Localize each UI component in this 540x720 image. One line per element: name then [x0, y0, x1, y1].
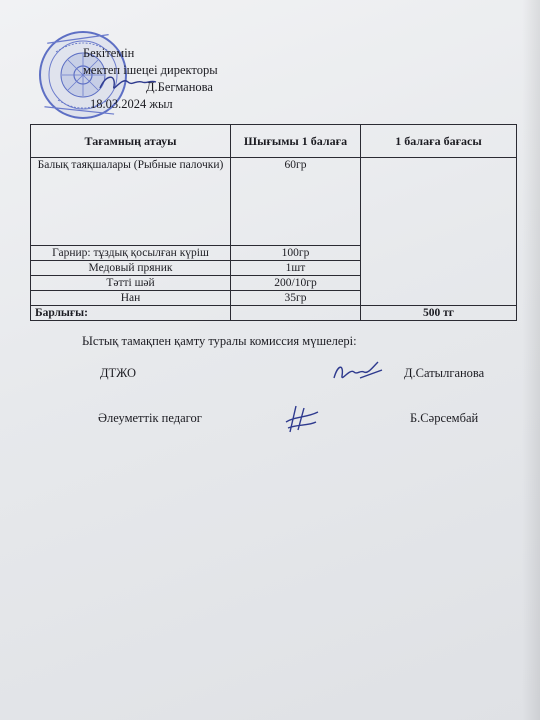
member-name: Б.Сәрсембай [410, 411, 479, 425]
dish-name: Медовый пряник [31, 261, 231, 276]
total-empty-cell [231, 306, 361, 321]
dish-portion: 200/10гр [231, 276, 361, 291]
price-cell [361, 158, 517, 306]
header-price: 1 балаға бағасы [361, 125, 517, 158]
member-name: Д.Сатылганова [404, 366, 485, 380]
approval-director-name: Д.Бегманова [146, 80, 213, 94]
dish-name: Тәтті шәй [31, 276, 231, 291]
member-role: Әлеуметтік педагог [98, 411, 202, 425]
member-role: ДТЖО [100, 366, 137, 380]
dish-name: Гарнир: тұздық қосылған күріш [31, 246, 231, 261]
commission-title: Ыстық тамақпен қамту туралы комиссия мүшелері: [82, 334, 357, 348]
member-signature [330, 358, 386, 386]
total-label: Барлығы: [31, 306, 231, 321]
header-dish-name: Тағамның атауы [31, 125, 231, 158]
dish-portion: 1шт [231, 261, 361, 276]
header-portion: Шығымы 1 балаға [231, 125, 361, 158]
dish-portion: 60гр [231, 158, 361, 246]
total-value: 500 тг [361, 306, 517, 321]
table-row [31, 158, 517, 246]
member-signature [282, 402, 322, 436]
dish-name: Нан [31, 291, 231, 306]
page-shadow [522, 0, 540, 720]
menu-table [30, 124, 517, 321]
approval-title: Бекітемін [83, 46, 135, 60]
dish-portion: 35гр [231, 291, 361, 306]
table-header-row [31, 125, 517, 158]
dish-portion: 100гр [231, 246, 361, 261]
dish-name: Балық таяқшалары (Рыбные палочки) [31, 158, 231, 246]
approval-date: 18.03.2024 жыл [90, 97, 173, 111]
approval-position: мектеп ішецеі директоры [83, 63, 218, 77]
table-total-row [31, 306, 517, 321]
